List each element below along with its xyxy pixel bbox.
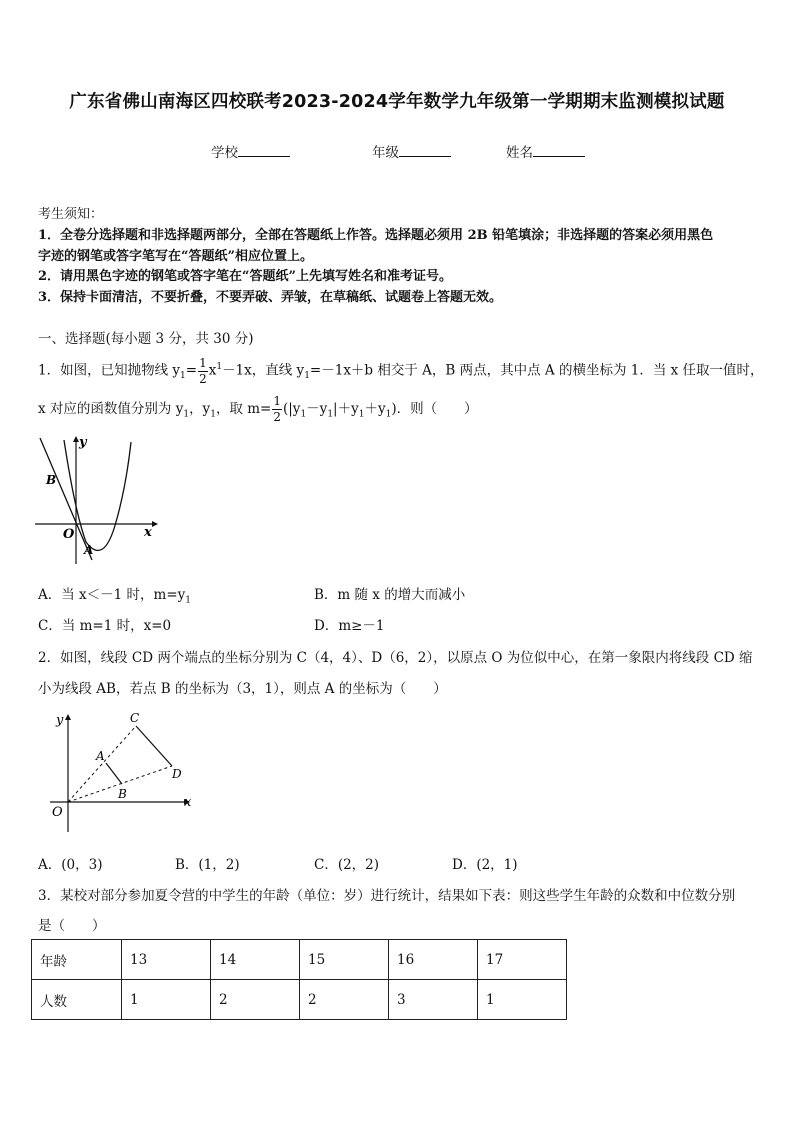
q1-fraction-2 (272, 394, 282, 425)
q1-option-a-text: A．当 x＜－1 时，m=y (38, 587, 186, 603)
notice-item-3: 3．保持卡面清洁，不要折叠，不要弄破、弄皱，在草稿纸、试题卷上答题无效。 (38, 290, 503, 305)
point-c-label: C (130, 711, 140, 725)
school-blank (238, 144, 290, 157)
origin-label: O (52, 805, 63, 820)
page-title: 广东省佛山南海区四校联考2023-2024学年数学九年级第一学期期末监测模拟试题 (69, 92, 725, 112)
q3-line2: 是（ ） (38, 918, 106, 934)
q1-text: |＋y (333, 401, 359, 417)
q1-text: ，取 m= (215, 401, 272, 417)
table-cell: 17 (478, 940, 567, 980)
name-label: 姓名 (506, 145, 533, 161)
x-label: x (184, 795, 192, 810)
y-label: y (79, 435, 87, 450)
frac-den: 2 (273, 410, 281, 424)
table-cell: 14 (211, 940, 300, 980)
point-b-label: B (118, 787, 127, 801)
q1-sub: 1 (185, 595, 192, 606)
segment-cd (136, 726, 172, 766)
school-field (211, 141, 290, 161)
grade-field (372, 141, 451, 161)
q2-line2: 小为线段 AB，若点 B 的坐标为（3，1），则点 A 的坐标为（ ） (38, 681, 447, 697)
q1-text: x 对应的函数值分别为 y (38, 401, 184, 417)
table-cell: 3 (389, 980, 478, 1020)
point-d-label: D (172, 767, 182, 781)
q1-sub: 1 (385, 409, 392, 420)
segment-ab (106, 763, 122, 784)
name-blank (533, 144, 585, 157)
notice-item-2: 2．请用黑色字迹的钢笔或答字笔在“答题纸”上先填写姓名和准考证号。 (38, 269, 453, 284)
point-b-label: B (46, 473, 57, 487)
q1-line2 (38, 392, 478, 432)
q1-fraction (198, 356, 208, 387)
q1-sub: 1 (180, 371, 186, 382)
q1-text: －y (306, 401, 328, 417)
q1-sub: 1 (300, 409, 307, 420)
q1-option-b: B．m 随 x 的增大而减小 (314, 587, 466, 603)
frac-num: 1 (199, 355, 207, 370)
q1-text: －1x，直线 y (222, 362, 305, 379)
table-row (32, 980, 567, 1020)
q1-text: = (185, 362, 198, 379)
q1-sub: 1 (304, 371, 310, 382)
q1-sup: 1 (216, 362, 223, 372)
table-cell: 2 (300, 980, 389, 1020)
y-label: y (56, 713, 64, 728)
frac-num: 1 (273, 394, 281, 408)
age-table (31, 939, 567, 1020)
q2-option-c: C．(2，2) (314, 857, 380, 873)
q1-text: ＋y (364, 401, 386, 417)
section-heading: 一、选择题(每小题 3 分，共 30 分) (38, 331, 254, 347)
table-row (32, 940, 567, 980)
q1-text: (|y (282, 401, 301, 417)
q1-sub: 1 (358, 409, 365, 420)
q2-option-a: A．(0，3) (38, 857, 103, 873)
notice-item-1b: 字迹的钢笔或答字笔写在“答题纸”相应位置上。 (38, 249, 313, 264)
table-cell: 年龄 (32, 940, 122, 980)
table-cell: 1 (122, 980, 211, 1020)
q1-text: x (208, 362, 217, 379)
q1-option-c: C．当 m=1 时，x=0 (38, 618, 172, 634)
grade-blank (399, 144, 451, 157)
q3-line1: 3．某校对部分参加夏令营的中学生的年龄（单位：岁）进行统计，结果如下表：则这些学生年龄的众数和中位数分别 (38, 888, 736, 904)
table-cell: 2 (211, 980, 300, 1020)
y-arrow (65, 714, 71, 720)
notice-item-1a: 1．全卷分选择题和非选择题两部分，全部在答题纸上作答。选择题必须用 2B 铅笔填涂；非选择题的答案必须用黑色 (38, 228, 714, 243)
q1-sub: 1 (327, 409, 334, 420)
table-cell: 13 (122, 940, 211, 980)
grade-label: 年级 (372, 145, 399, 161)
q1-line1 (38, 350, 764, 393)
notice-heading: 考生须知： (38, 207, 104, 222)
q1-text: 1．如图，已知抛物线 y (38, 362, 181, 379)
q1-option-d: D．m≥－1 (314, 618, 385, 634)
q1-sub: 1 (210, 409, 216, 420)
point-a-label: A (96, 749, 105, 763)
table-cell: 人数 (32, 980, 122, 1020)
school-label: 学校 (211, 145, 238, 161)
q2-figure (38, 708, 198, 838)
table-cell: 15 (300, 940, 389, 980)
x-arrow (152, 521, 158, 527)
name-field (506, 141, 585, 161)
table-cell: 16 (389, 940, 478, 980)
frac-den: 2 (199, 371, 207, 386)
origin-label: O (63, 527, 75, 542)
x-label: x (144, 525, 152, 540)
q2-option-d: D．(2，1) (452, 857, 518, 873)
q2-option-b: B．(1，2) (175, 857, 240, 873)
table-cell: 1 (478, 980, 567, 1020)
q1-text: ，y (189, 401, 211, 417)
q1-sub: 1 (183, 409, 190, 420)
q1-option-a (38, 583, 191, 606)
q1-text: =－1x＋b 相交于 A，B 两点，其中点 A 的横坐标为 1．当 x 任取一值时， (309, 362, 764, 379)
q1-figure (30, 432, 160, 572)
q2-line1: 2．如图，线段 CD 两个端点的坐标分别为 C（4，4）、D（6，2），以原点 O 为位似中心，在第一象限内将线段 CD 缩 (38, 650, 753, 666)
point-a-label: A (84, 543, 94, 557)
q1-text: )．则（ ） (391, 401, 478, 417)
